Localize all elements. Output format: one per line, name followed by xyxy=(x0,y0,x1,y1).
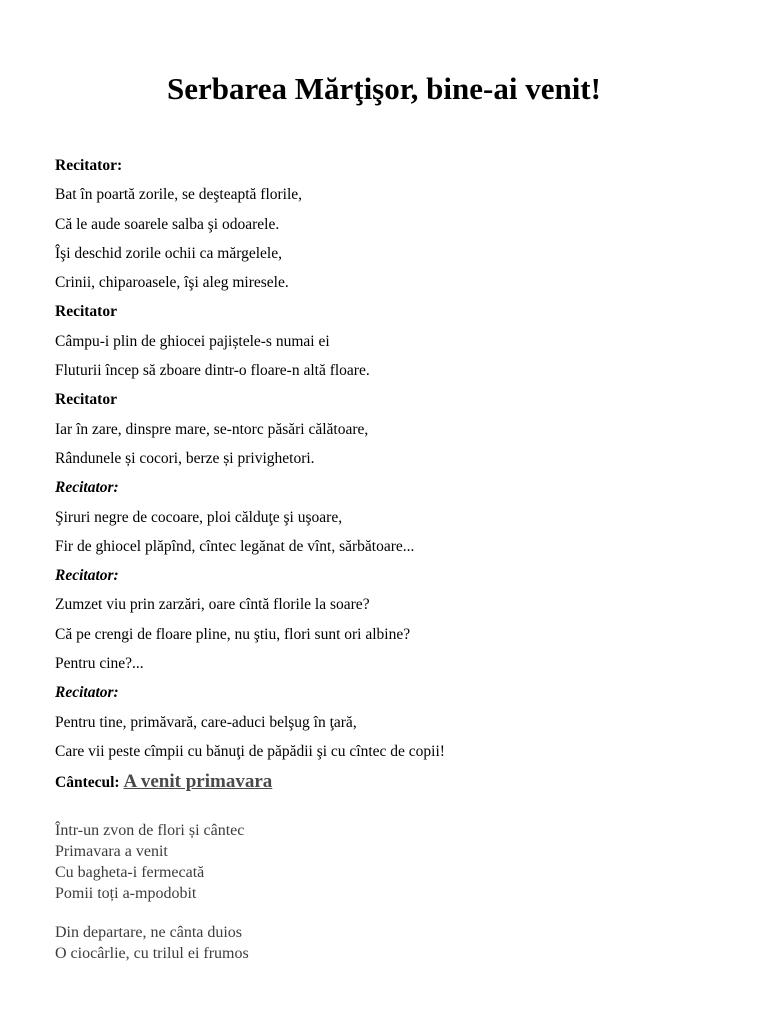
verse-line: Care vii peste cîmpii cu bănuţi de păpădii şi cu cîntec de copii! xyxy=(55,742,445,760)
speaker-label: Recitator: xyxy=(55,684,119,702)
verse-line: Pentru cine?... xyxy=(55,655,144,673)
verse-line: Rândunele și cocori, berze și privighetori. xyxy=(55,449,315,467)
verse-line: Îşi deschid zorile ochii ca mărgelele, xyxy=(55,244,282,262)
lyric-line: Primavara a venit xyxy=(55,843,168,860)
verse-line: Că pe crengi de floare pline, nu ştiu, flori sunt ori albine? xyxy=(55,625,411,643)
verse-line: Fluturii încep să zboare dintr-o floare-n altă floare. xyxy=(55,362,370,380)
lyric-line: O ciocârlie, cu trilul ei frumos xyxy=(55,945,249,962)
verse-line: Iar în zare, dinspre mare, se-ntorc păsări călătoare, xyxy=(55,420,369,438)
lyric-line: Cu bagheta-i fermecată xyxy=(55,864,205,881)
poem-body xyxy=(55,151,745,797)
verse-line: Bat în poartă zorile, se deşteaptă florile, xyxy=(55,186,303,204)
song-label: Cântecul: xyxy=(55,774,120,792)
verse-line: Şiruri negre de cocoare, ploi călduţe şi uşoare, xyxy=(55,508,343,526)
speaker-label: Recitator: xyxy=(55,567,119,585)
verse-line: Pentru tine, primăvară, care-aduci belşug în ţară, xyxy=(55,713,357,731)
speaker-label: Recitator: xyxy=(55,157,123,174)
song-title-link[interactable]: A venit primavara xyxy=(123,771,273,793)
speaker-label: Recitator xyxy=(55,303,117,321)
lyric-line: Din departare, ne cânta duios xyxy=(55,924,243,941)
lyric-line: Pomii toți a-mpodobit xyxy=(55,885,197,902)
verse-line: Crinii, chiparoasele, îşi aleg miresele. xyxy=(55,274,289,292)
speaker-label: Recitator: xyxy=(55,479,119,497)
lyric-line: Într-un zvon de flori și cântec xyxy=(55,822,245,839)
verse-line: Fir de ghiocel plăpînd, cîntec legănat de vînt, sărbătoare... xyxy=(55,537,415,555)
page-title: Serbarea Mărţişor, bine-ai venit! xyxy=(167,71,601,106)
speaker-label: Recitator xyxy=(55,391,117,409)
lyrics-stanza-1 xyxy=(55,820,655,904)
verse-line: Că le aude soarele salba şi odoarele. xyxy=(55,215,280,233)
verse-line: Câmpu-i plin de ghiocei pajiștele-s numai ei xyxy=(55,332,330,350)
lyrics-stanza-2 xyxy=(55,922,655,964)
verse-line: Zumzet viu prin zarzări, oare cîntă florile la soare? xyxy=(55,596,370,614)
song-heading xyxy=(55,767,745,797)
